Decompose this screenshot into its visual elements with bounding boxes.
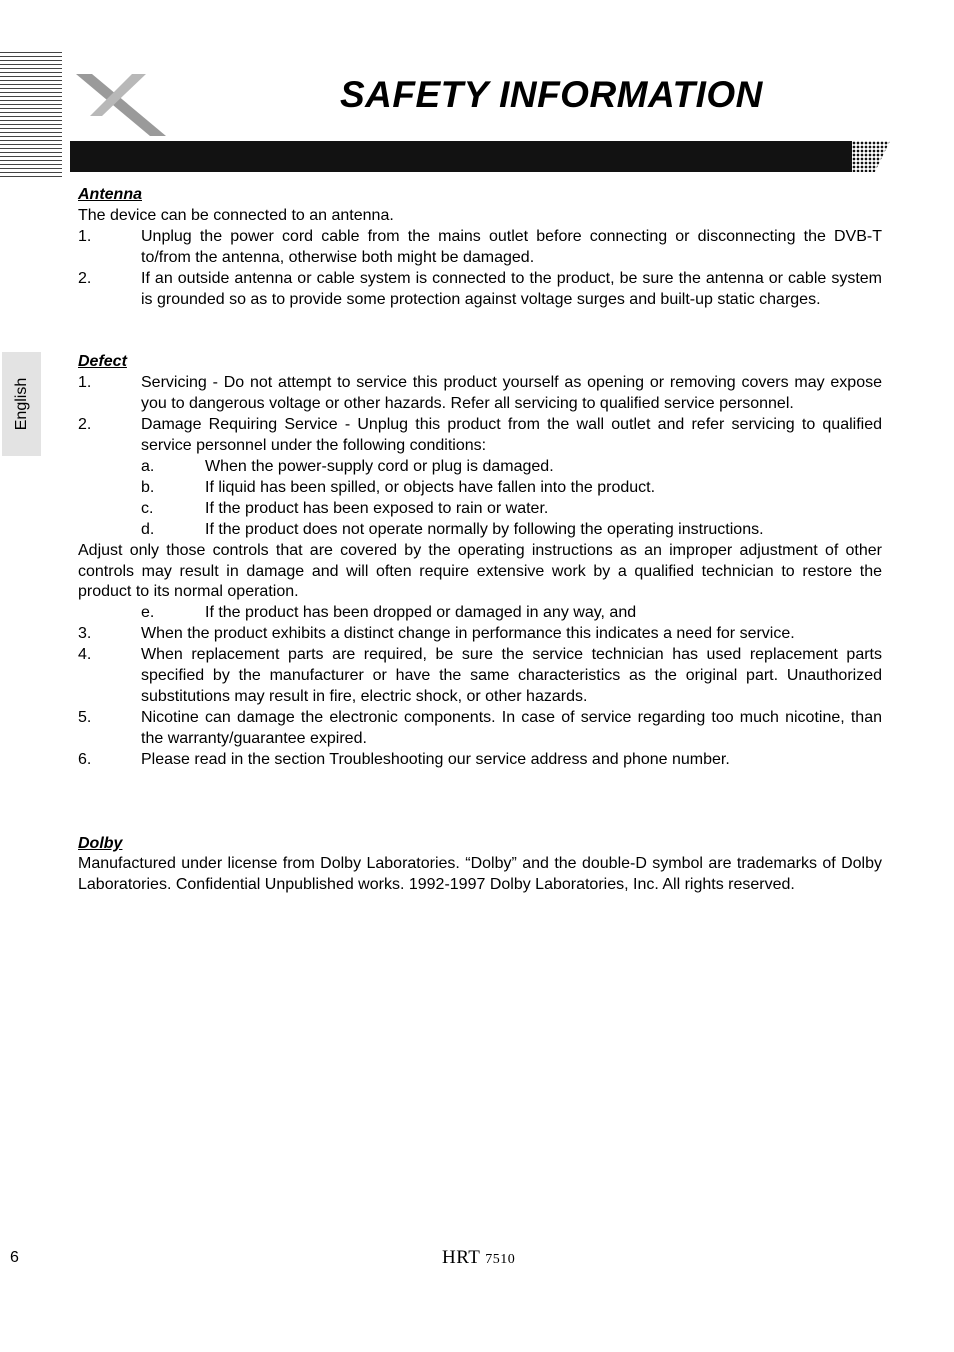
page-title: SAFETY INFORMATION [340, 74, 763, 115]
sub-list-letter: b. [141, 478, 155, 496]
sub-list-continuation: Adjust only those controls that are covered by the operating instructions as an improper adjustment of other controls may result in damage and will often require extensive work by a qualified technician to restore the product to its normal operation. [78, 541, 882, 601]
defect-section [78, 352, 882, 770]
header-bar [70, 141, 852, 172]
list-item [78, 645, 882, 708]
list-item-text: If an outside antenna or cable system is connected to the product, be sure the antenna or cable system is grounded so as to provide some protection against voltage surges and built-up static charges. [141, 269, 882, 308]
sub-list-letter: c. [141, 499, 154, 517]
sub-list-text: When the power-supply cord or plug is damaged. [205, 457, 554, 475]
list-item-number: 2. [78, 269, 92, 287]
list-item-text: When the product exhibits a distinct change in performance this indicates a need for service. [141, 625, 795, 643]
header-dot-pattern [852, 141, 890, 172]
section-spacer [78, 771, 882, 834]
list-item-text: Servicing - Do not attempt to service this product yourself as opening or removing covers may expose you to dangerous voltage or other hazards. Refer all servicing to qualified service personnel. [141, 374, 882, 413]
list-item-number: 1. [78, 374, 92, 392]
dolby-text: Manufactured under license from Dolby Laboratories. “Dolby” and the double-D symbol are trademarks of Dolby Laboratories. Confidential Unpublished works. 1992-1997 Dolby Laboratories, Inc. All rights reserved. [78, 855, 882, 894]
list-item [78, 415, 882, 457]
sub-list-letter: d. [141, 520, 155, 538]
list-item-number: 3. [78, 625, 92, 643]
section-spacer [78, 310, 882, 352]
list-item-text: Unplug the power cord cable from the mains outlet before connecting or disconnecting the DVB-T to/from the antenna, otherwise both might be damaged. [141, 227, 882, 266]
sub-list-letter: e. [141, 604, 155, 622]
page-number: 6 [10, 1249, 19, 1266]
list-item-text: Please read in the section Troubleshooting our service address and phone number. [141, 750, 730, 768]
sub-list-text: If the product has been dropped or damaged in any way, and [205, 604, 637, 622]
antenna-heading: Antenna [78, 186, 142, 203]
language-tab-label: English [12, 377, 30, 431]
antenna-intro: The device can be connected to an antenna. [78, 206, 394, 224]
sub-list-text: If liquid has been spilled, or objects have fallen into the product. [205, 478, 656, 496]
list-item-text: Nicotine can damage the electronic components. In case of service regarding too much nicotine, than the warranty/guarantee expired. [141, 708, 882, 747]
list-item [78, 708, 882, 750]
sub-list-text: If the product has been exposed to rain or water. [205, 499, 549, 517]
sub-list-item [141, 457, 882, 478]
antenna-section [78, 185, 882, 310]
model-label [442, 1247, 515, 1269]
sub-list-item [141, 499, 882, 520]
sub-list-text: If the product does not operate normally by following the operating instructions. [205, 520, 764, 538]
list-item [78, 373, 882, 415]
model-name: HRT [442, 1247, 481, 1268]
model-number: 7510 [485, 1252, 516, 1267]
list-item-text: When replacement parts are required, be sure the service technician has used replacement parts specified by the manufacturer or have the same characteristics as the original part. Unauthorized substitutions may result in fire, electric shock, or other hazards. [141, 646, 882, 705]
list-item [78, 227, 882, 269]
defect-heading: Defect [78, 353, 127, 371]
dolby-section [78, 834, 882, 897]
list-item-number: 1. [78, 227, 92, 245]
language-tab [2, 352, 41, 456]
sub-list-item [141, 603, 882, 624]
list-item-number: 4. [78, 646, 92, 664]
list-item [78, 750, 882, 771]
list-item-number: 6. [78, 750, 92, 768]
left-edge-stripes [0, 52, 62, 180]
sub-list-letter: a. [141, 457, 155, 475]
sub-list-item [141, 478, 882, 499]
list-item [78, 269, 882, 311]
list-item-number: 5. [78, 708, 92, 726]
list-item [78, 624, 882, 645]
dolby-heading: Dolby [78, 834, 123, 852]
brand-x-logo-icon [70, 70, 170, 140]
sub-list-item [141, 520, 882, 541]
list-item-number: 2. [78, 416, 92, 434]
list-item-text: Damage Requiring Service - Unplug this product from the wall outlet and refer servicing to qualified service personnel under the following conditions: [141, 416, 882, 455]
main-content [78, 185, 882, 896]
